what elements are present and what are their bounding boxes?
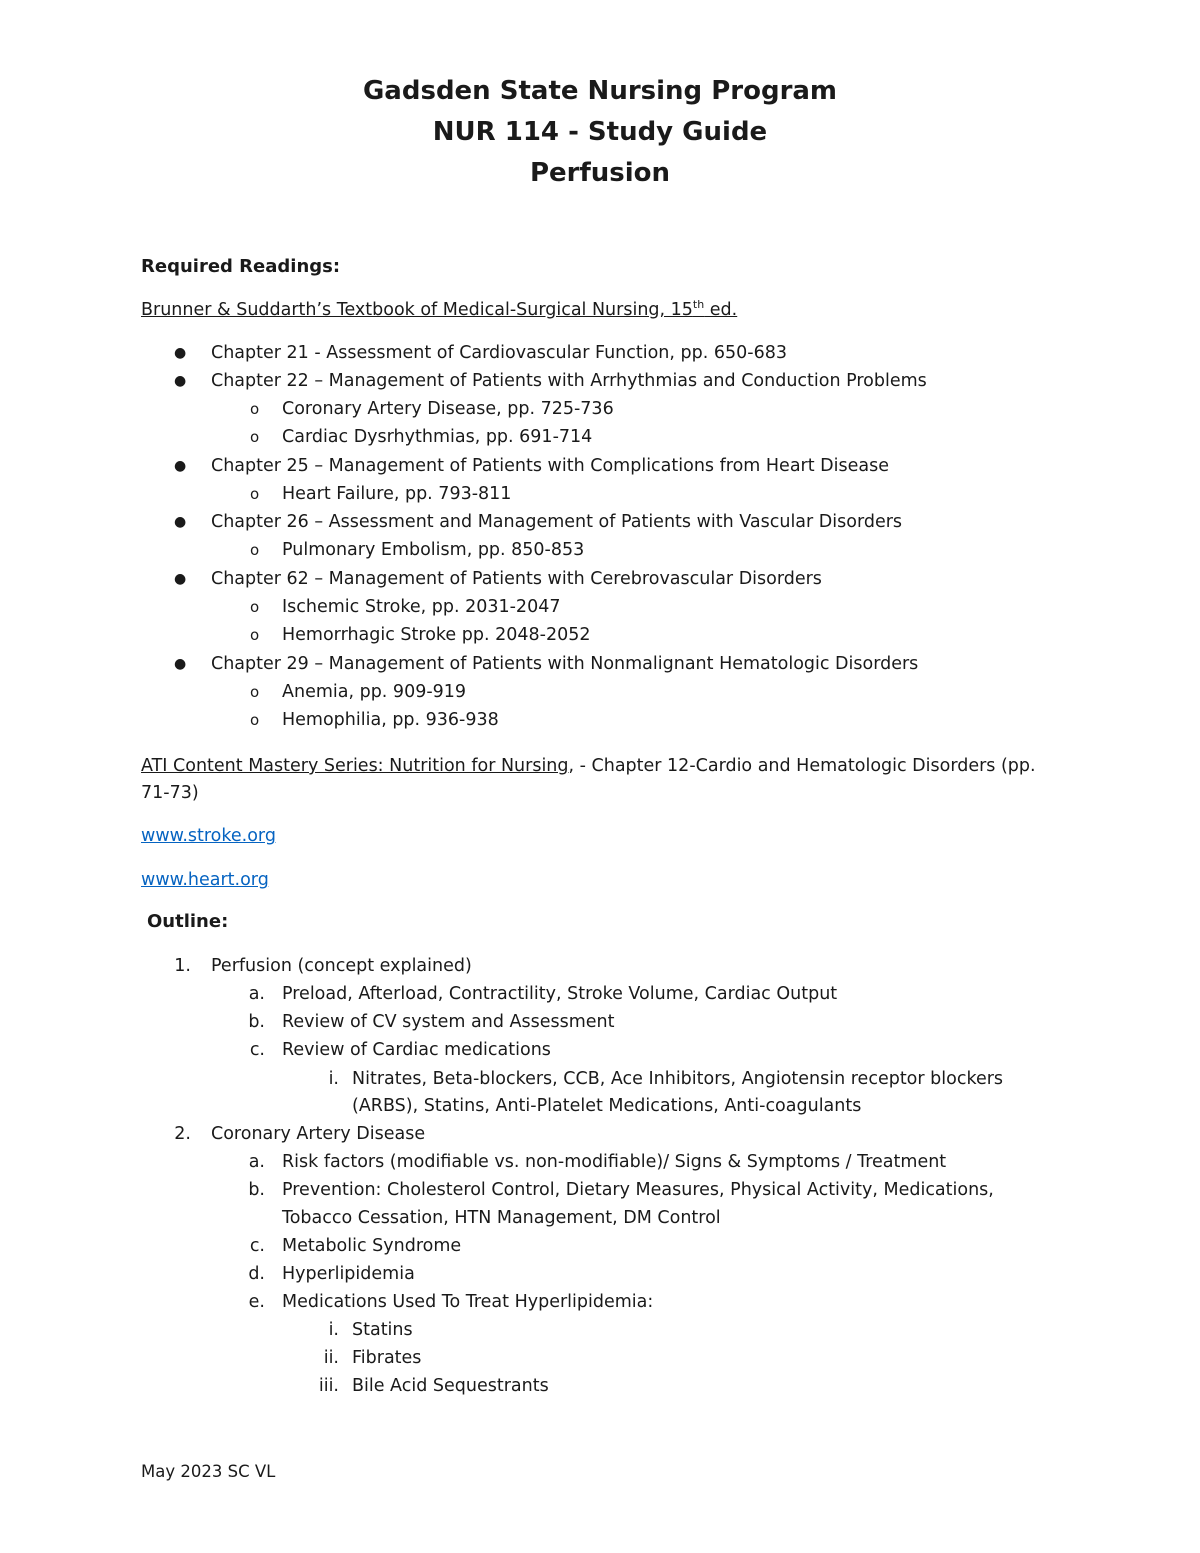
outline-marker: d. xyxy=(248,1264,265,1284)
course-title: NUR 114 - Study Guide xyxy=(432,117,768,147)
stroke-org-link[interactable]: www.stroke.org xyxy=(141,826,276,846)
bullet-icon: ● xyxy=(174,373,187,389)
circle-bullet-icon: o xyxy=(250,428,260,446)
outline-marker: i. xyxy=(328,1069,339,1089)
outline-heading: Outline: xyxy=(147,911,229,932)
outline-subitem-continued: Tobacco Cessation, HTN Management, DM Control xyxy=(282,1208,721,1228)
outline-subitem: Risk factors (modifiable vs. non-modifiable)/ Signs & Symptoms / Treatment xyxy=(282,1152,947,1172)
outline-subitem: Preload, Afterload, Contractility, Stroke Volume, Cardiac Output xyxy=(282,984,838,1004)
circle-bullet-icon: o xyxy=(250,541,260,559)
bullet-icon: ● xyxy=(174,571,187,587)
outline-marker: 1. xyxy=(174,956,191,976)
circle-bullet-icon: o xyxy=(250,400,260,418)
reading-item: Chapter 25 – Management of Patients with Complications from Heart Disease xyxy=(211,456,889,476)
textbook-edition-suffix: th xyxy=(692,298,705,312)
ati-details: , - Chapter 12-Cardio and Hematologic Disorders (pp. xyxy=(568,756,1036,776)
outline-item: Coronary Artery Disease xyxy=(211,1124,426,1144)
circle-bullet-icon: o xyxy=(250,598,260,616)
reading-item: Chapter 21 - Assessment of Cardiovascular Function, pp. 650-683 xyxy=(211,343,787,363)
bullet-icon: ● xyxy=(174,656,187,672)
bullet-icon: ● xyxy=(174,345,187,361)
topic-title: Perfusion xyxy=(529,158,671,188)
outline-subitem: Medications Used To Treat Hyperlipidemia: xyxy=(282,1292,654,1312)
readings-heading: Required Readings: xyxy=(141,256,341,277)
reading-item: Chapter 26 – Assessment and Management of Patients with Vascular Disorders xyxy=(211,512,903,532)
outline-marker: ii. xyxy=(323,1348,339,1368)
outline-subsubitem-continued: (ARBS), Statins, Anti-Platelet Medications, Anti-coagulants xyxy=(352,1096,862,1116)
reading-subitem: Hemorrhagic Stroke pp. 2048-2052 xyxy=(282,625,591,645)
textbook-edition-end: ed. xyxy=(704,300,738,320)
outline-marker: b. xyxy=(248,1180,265,1200)
reading-subitem: Pulmonary Embolism, pp. 850-853 xyxy=(282,540,585,560)
ati-details-line2: 71-73) xyxy=(141,783,199,803)
outline-marker: 2. xyxy=(174,1124,191,1144)
outline-marker: a. xyxy=(248,1152,265,1172)
outline-subitem: Metabolic Syndrome xyxy=(282,1236,462,1256)
outline-subsubitem: Fibrates xyxy=(352,1348,422,1368)
outline-marker: a. xyxy=(248,984,265,1004)
outline-subsubitem: Bile Acid Sequestrants xyxy=(352,1376,549,1396)
reading-item: Chapter 22 – Management of Patients with Arrhythmias and Conduction Problems xyxy=(211,371,927,391)
outline-subitem: Review of Cardiac medications xyxy=(282,1040,551,1060)
reading-subitem: Hemophilia, pp. 936-938 xyxy=(282,710,499,730)
document-title: Gadsden State Nursing Program xyxy=(362,76,838,106)
reading-subitem: Cardiac Dysrhythmias, pp. 691-714 xyxy=(282,427,593,447)
bullet-icon: ● xyxy=(174,458,187,474)
reading-subitem: Anemia, pp. 909-919 xyxy=(282,682,467,702)
outline-item: Perfusion (concept explained) xyxy=(211,956,472,976)
outline-subsubitem: Nitrates, Beta-blockers, CCB, Ace Inhibitors, Angiotensin receptor blockers xyxy=(352,1069,1004,1089)
heart-org-link[interactable]: www.heart.org xyxy=(141,870,269,890)
reading-subitem: Ischemic Stroke, pp. 2031-2047 xyxy=(282,597,561,617)
outline-marker: b. xyxy=(248,1012,265,1032)
outline-subitem: Prevention: Cholesterol Control, Dietary Measures, Physical Activity, Medications, xyxy=(282,1180,994,1200)
outline-marker: iii. xyxy=(318,1376,339,1396)
outline-marker: c. xyxy=(249,1040,265,1060)
outline-marker: i. xyxy=(328,1320,339,1340)
page-footer: May 2023 SC VL xyxy=(141,1462,276,1481)
ati-reference xyxy=(141,755,1036,777)
bullet-icon: ● xyxy=(174,514,187,530)
outline-subitem: Review of CV system and Assessment xyxy=(282,1012,615,1032)
textbook-title: Brunner & Suddarth’s Textbook of Medical-Surgical Nursing, 15 xyxy=(141,300,693,320)
outline-subsubitem: Statins xyxy=(352,1320,413,1340)
circle-bullet-icon: o xyxy=(250,711,260,729)
circle-bullet-icon: o xyxy=(250,485,260,503)
ati-title: ATI Content Mastery Series: Nutrition for Nursing xyxy=(141,756,569,776)
circle-bullet-icon: o xyxy=(250,683,260,701)
textbook-reference xyxy=(141,299,737,321)
reading-item: Chapter 29 – Management of Patients with Nonmalignant Hematologic Disorders xyxy=(211,654,919,674)
reading-item: Chapter 62 – Management of Patients with Cerebrovascular Disorders xyxy=(211,569,822,589)
outline-marker: c. xyxy=(249,1236,265,1256)
reading-subitem: Coronary Artery Disease, pp. 725-736 xyxy=(282,399,614,419)
outline-subitem: Hyperlipidemia xyxy=(282,1264,415,1284)
circle-bullet-icon: o xyxy=(250,626,260,644)
reading-subitem: Heart Failure, pp. 793-811 xyxy=(282,484,512,504)
outline-marker: e. xyxy=(248,1292,265,1312)
